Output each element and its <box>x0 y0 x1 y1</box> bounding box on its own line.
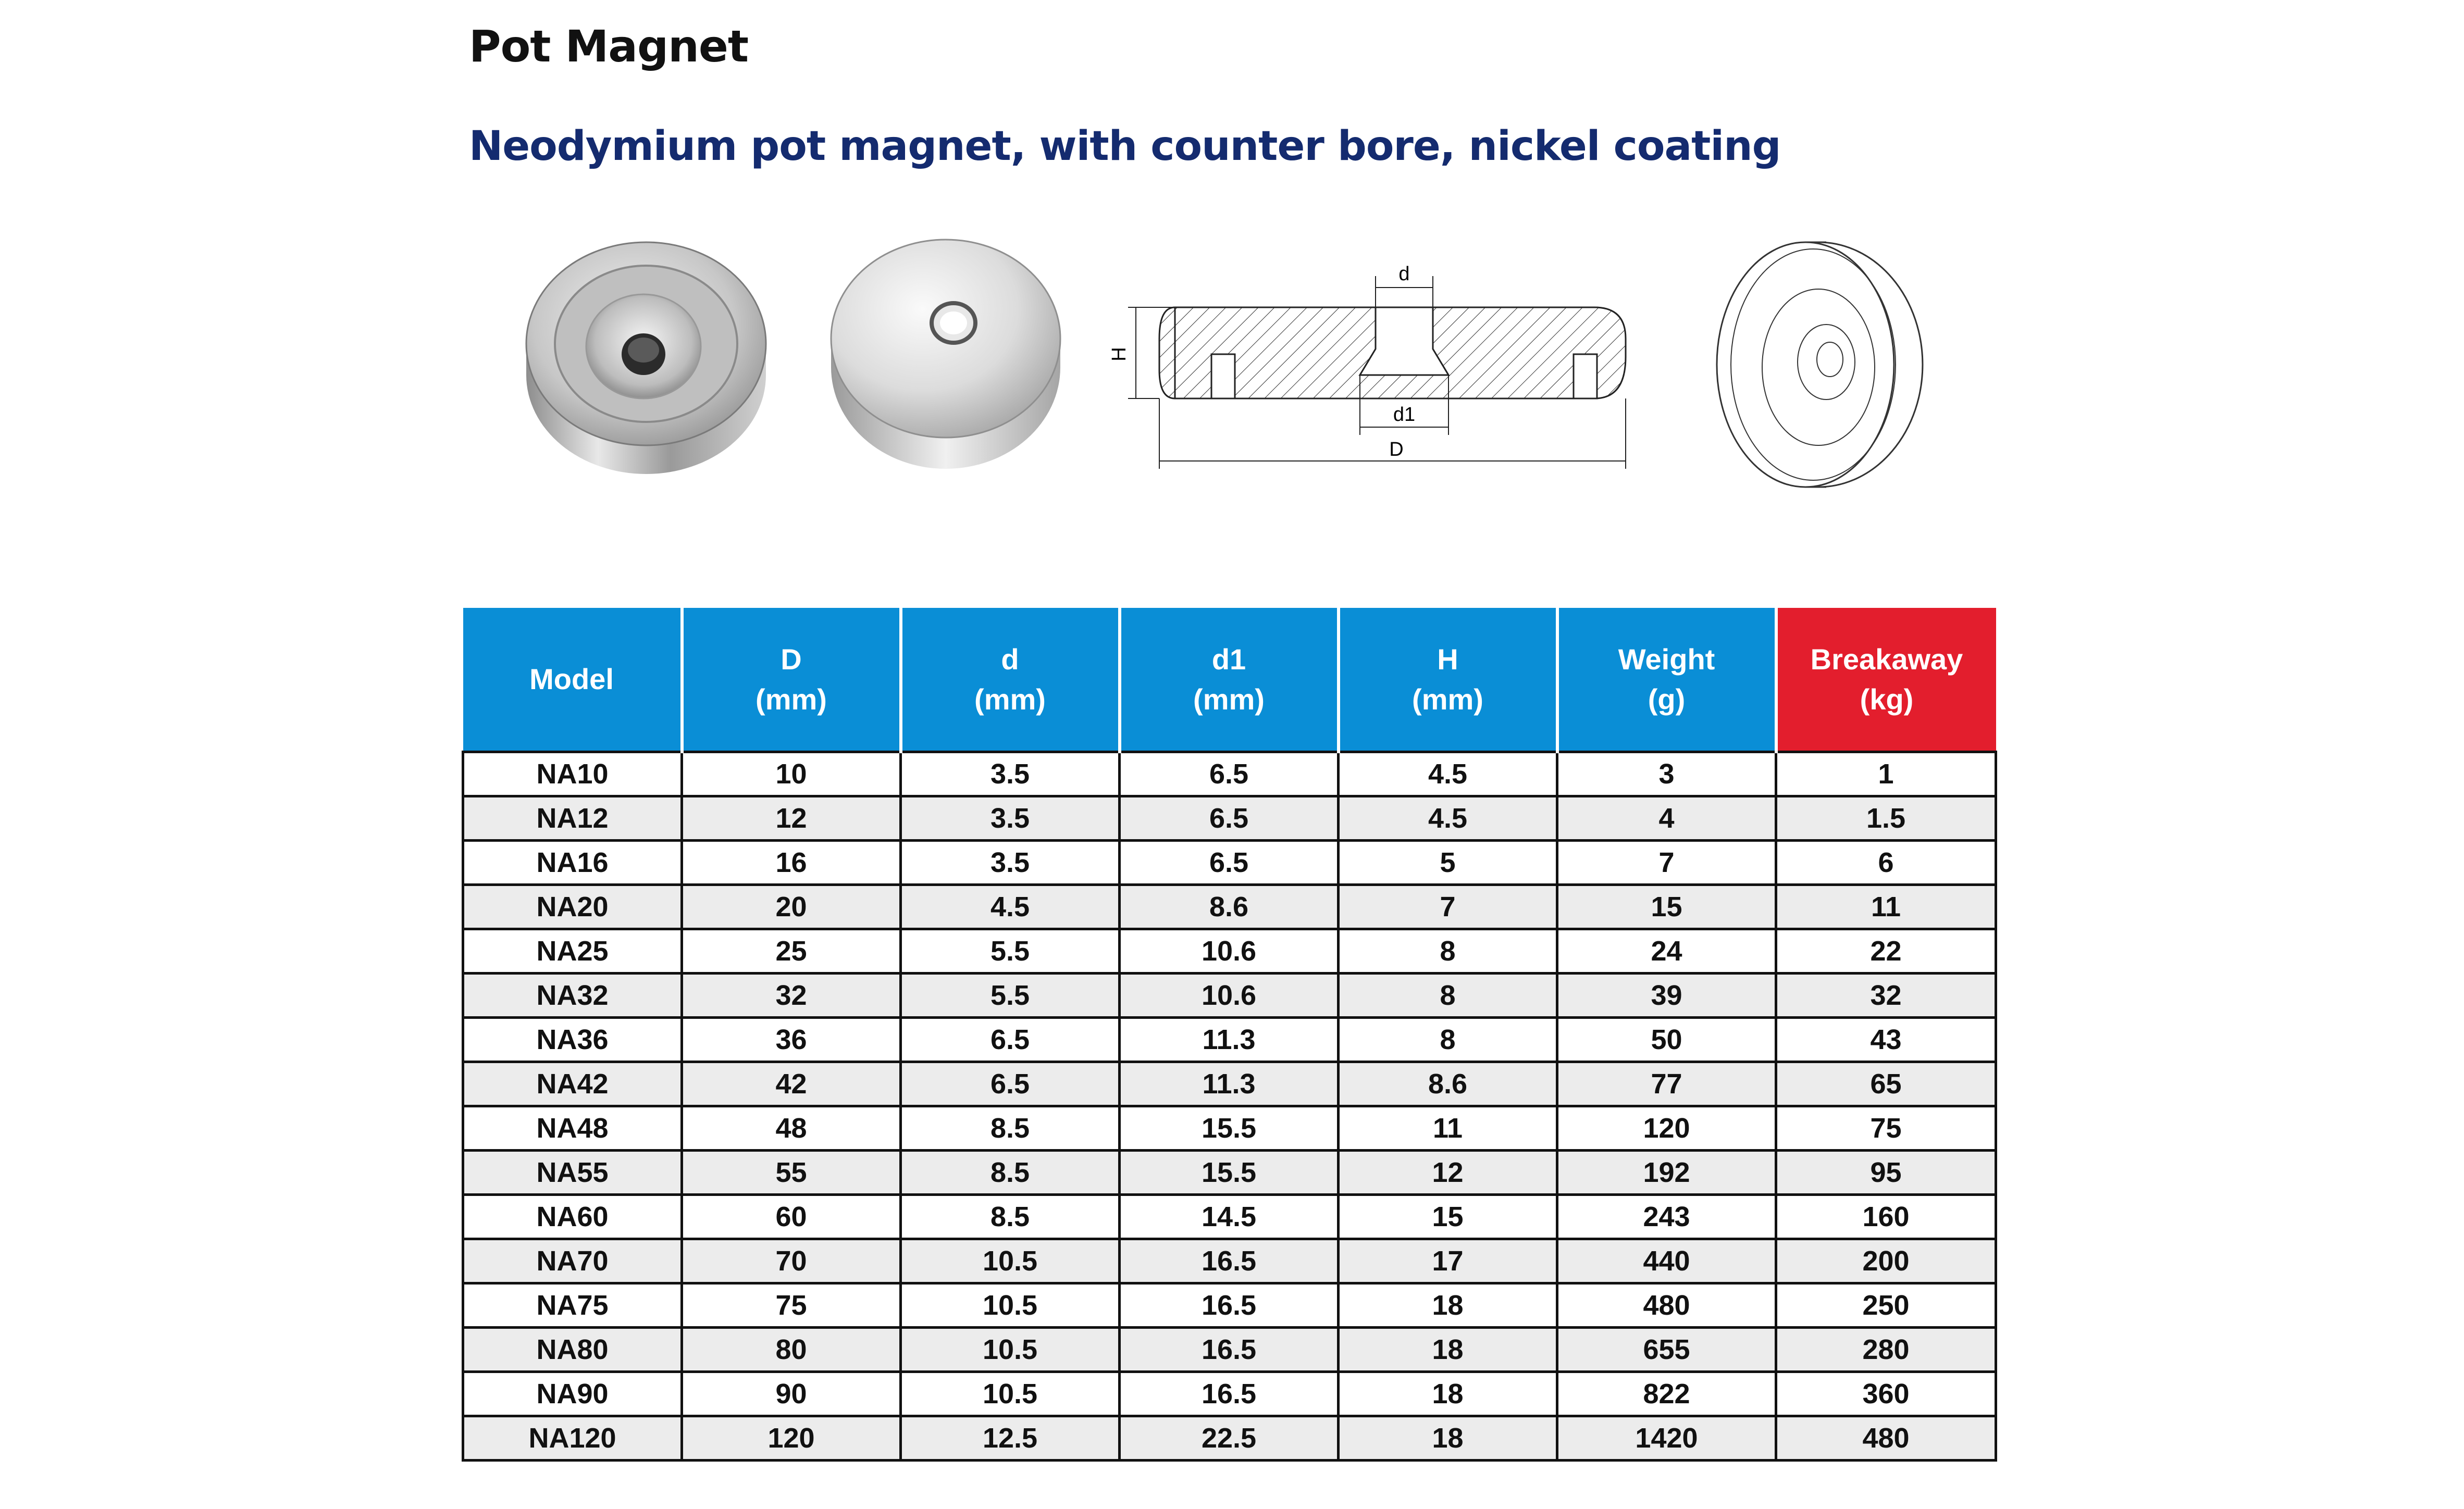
table-cell: 43 <box>1776 1018 1996 1062</box>
table-cell: 15.5 <box>1120 1151 1339 1195</box>
table-cell: 7 <box>1557 841 1776 885</box>
table-cell: 6.5 <box>1120 841 1339 885</box>
table-cell: NA75 <box>463 1283 682 1328</box>
table-row <box>463 796 1996 841</box>
table-cell: 22 <box>1776 929 1996 974</box>
table-row <box>463 1106 1996 1151</box>
table-cell: 3.5 <box>901 796 1120 841</box>
table-cell: 77 <box>1557 1062 1776 1106</box>
magnet-photo-top <box>516 229 776 474</box>
table-cell: 11.3 <box>1120 1018 1339 1062</box>
table-cell: 655 <box>1557 1328 1776 1372</box>
table-cell: 192 <box>1557 1151 1776 1195</box>
header-row <box>463 608 1996 752</box>
insert-left <box>1211 354 1235 398</box>
table-cell: 3.5 <box>901 752 1120 796</box>
table-cell: NA20 <box>463 885 682 929</box>
table-cell: 36 <box>682 1018 901 1062</box>
table-cell: NA48 <box>463 1106 682 1151</box>
table-cell: 11 <box>1776 885 1996 929</box>
header-weight: Weight (g) <box>1557 608 1776 752</box>
section-left-cap <box>1159 307 1175 398</box>
table-cell: 75 <box>682 1283 901 1328</box>
header-breakaway: Breakaway (kg) <box>1776 608 1996 752</box>
table-cell: 15 <box>1557 885 1776 929</box>
table-cell: 32 <box>682 974 901 1018</box>
table-cell: 39 <box>1557 974 1776 1018</box>
table-cell: 11.3 <box>1120 1062 1339 1106</box>
table-cell: 11 <box>1339 1106 1557 1151</box>
hole-highlight <box>628 338 659 363</box>
table-cell: NA25 <box>463 929 682 974</box>
table-cell: 822 <box>1557 1372 1776 1416</box>
table-row <box>463 1372 1996 1416</box>
table-cell: NA90 <box>463 1372 682 1416</box>
table-row <box>463 929 1996 974</box>
table-cell: 42 <box>682 1062 901 1106</box>
table-cell: 12 <box>682 796 901 841</box>
table-cell: 5.5 <box>901 974 1120 1018</box>
table-cell: 3 <box>1557 752 1776 796</box>
table-row <box>463 1018 1996 1062</box>
header-D: D (mm) <box>682 608 901 752</box>
table-cell: 8.6 <box>1120 885 1339 929</box>
table-row <box>463 885 1996 929</box>
table-cell: 8.5 <box>901 1106 1120 1151</box>
table-cell: 32 <box>1776 974 1996 1018</box>
table-cell: 12 <box>1339 1151 1557 1195</box>
table-cell: 8 <box>1339 974 1557 1018</box>
table-cell: 22.5 <box>1120 1416 1339 1461</box>
table-row <box>463 974 1996 1018</box>
table-cell: 95 <box>1776 1151 1996 1195</box>
table-cell: 25 <box>682 929 901 974</box>
table-cell: 16.5 <box>1120 1328 1339 1372</box>
table-cell: NA70 <box>463 1239 682 1283</box>
table-cell: 10.6 <box>1120 974 1339 1018</box>
table-cell: 243 <box>1557 1195 1776 1239</box>
dim-label-d: d <box>1398 263 1410 285</box>
table-cell: 10.5 <box>901 1239 1120 1283</box>
header-H: H (mm) <box>1339 608 1557 752</box>
table-cell: 8.6 <box>1339 1062 1557 1106</box>
table-cell: 15 <box>1339 1195 1557 1239</box>
table-cell: 60 <box>682 1195 901 1239</box>
table-cell: NA55 <box>463 1151 682 1195</box>
table-cell: 48 <box>682 1106 901 1151</box>
table-cell: 80 <box>682 1328 901 1372</box>
table-cell: 360 <box>1776 1372 1996 1416</box>
dim-label-D: D <box>1389 439 1404 460</box>
insert-right <box>1574 354 1597 398</box>
table-row <box>463 1416 1996 1461</box>
outer-face <box>1717 242 1894 487</box>
table-cell: 18 <box>1339 1283 1557 1328</box>
table-row <box>463 1195 1996 1239</box>
table-cell: 15.5 <box>1120 1106 1339 1151</box>
table-cell: 5.5 <box>901 929 1120 974</box>
magnet-photo-flat <box>823 229 1068 474</box>
table-cell: 20 <box>682 885 901 929</box>
cross-section-diagram <box>1105 250 1646 479</box>
table-cell: NA60 <box>463 1195 682 1239</box>
table-cell: NA36 <box>463 1018 682 1062</box>
table-cell: NA80 <box>463 1328 682 1372</box>
table-cell: 90 <box>682 1372 901 1416</box>
table-row <box>463 1239 1996 1283</box>
table-cell: 3.5 <box>901 841 1120 885</box>
table-cell: 10.6 <box>1120 929 1339 974</box>
table-cell: 6.5 <box>901 1018 1120 1062</box>
table-cell: 10.5 <box>901 1283 1120 1328</box>
table-cell: 24 <box>1557 929 1776 974</box>
table-cell: 70 <box>682 1239 901 1283</box>
table-cell: 4 <box>1557 796 1776 841</box>
table-cell: 10.5 <box>901 1328 1120 1372</box>
table-cell: NA32 <box>463 974 682 1018</box>
table-cell: NA42 <box>463 1062 682 1106</box>
dim-label-H: H <box>1108 347 1130 361</box>
table-cell: 16 <box>682 841 901 885</box>
table-cell: 8 <box>1339 929 1557 974</box>
table-row <box>463 1062 1996 1106</box>
table-cell: 55 <box>682 1151 901 1195</box>
table-cell: NA16 <box>463 841 682 885</box>
magnet-line-drawing <box>1714 234 1949 495</box>
table-cell: 8.5 <box>901 1151 1120 1195</box>
table-cell: 16.5 <box>1120 1372 1339 1416</box>
table-cell: 14.5 <box>1120 1195 1339 1239</box>
table-cell: 480 <box>1557 1283 1776 1328</box>
table-cell: 50 <box>1557 1018 1776 1062</box>
header-d: d (mm) <box>901 608 1120 752</box>
table-cell: 4.5 <box>901 885 1120 929</box>
table-cell: 12.5 <box>901 1416 1120 1461</box>
table-cell: 16.5 <box>1120 1283 1339 1328</box>
table-cell: 440 <box>1557 1239 1776 1283</box>
header-d1: d1 (mm) <box>1120 608 1339 752</box>
dim-label-d1: d1 <box>1393 404 1416 426</box>
table-cell: 200 <box>1776 1239 1996 1283</box>
table-cell: 120 <box>682 1416 901 1461</box>
header-model: Model <box>463 608 682 752</box>
table-cell: 1.5 <box>1776 796 1996 841</box>
table-row <box>463 841 1996 885</box>
table-row <box>463 1328 1996 1372</box>
table-cell: 18 <box>1339 1328 1557 1372</box>
table-cell: 6.5 <box>901 1062 1120 1106</box>
table-cell: 4.5 <box>1339 752 1557 796</box>
table-cell: 6.5 <box>1120 796 1339 841</box>
table-cell: 480 <box>1776 1416 1996 1461</box>
table-cell: 6 <box>1776 841 1996 885</box>
table-cell: 8.5 <box>901 1195 1120 1239</box>
spec-table <box>462 608 1997 1462</box>
table-row <box>463 752 1996 796</box>
hole-inner <box>940 311 967 334</box>
table-cell: 65 <box>1776 1062 1996 1106</box>
table-cell: 6.5 <box>1120 752 1339 796</box>
table-cell: NA12 <box>463 796 682 841</box>
table-cell: 18 <box>1339 1416 1557 1461</box>
table-cell: NA120 <box>463 1416 682 1461</box>
table-cell: 7 <box>1339 885 1557 929</box>
table-cell: 75 <box>1776 1106 1996 1151</box>
table-cell: 250 <box>1776 1283 1996 1328</box>
table-row <box>463 1151 1996 1195</box>
table-cell: 1 <box>1776 752 1996 796</box>
table-cell: 160 <box>1776 1195 1996 1239</box>
table-cell: 8 <box>1339 1018 1557 1062</box>
table-cell: 17 <box>1339 1239 1557 1283</box>
table-cell: 1420 <box>1557 1416 1776 1461</box>
table-cell: 16.5 <box>1120 1239 1339 1283</box>
table-cell: 10 <box>682 752 901 796</box>
table-cell: 18 <box>1339 1372 1557 1416</box>
table-cell: 10.5 <box>901 1372 1120 1416</box>
table-cell: 4.5 <box>1339 796 1557 841</box>
table-row <box>463 1283 1996 1328</box>
table-cell: NA10 <box>463 752 682 796</box>
table-body <box>463 752 1996 1461</box>
table-cell: 120 <box>1557 1106 1776 1151</box>
page-title: Pot Magnet <box>469 21 748 72</box>
table-cell: 280 <box>1776 1328 1996 1372</box>
table-cell: 5 <box>1339 841 1557 885</box>
page-subtitle: Neodymium pot magnet, with counter bore, nickel coating <box>469 123 1781 170</box>
